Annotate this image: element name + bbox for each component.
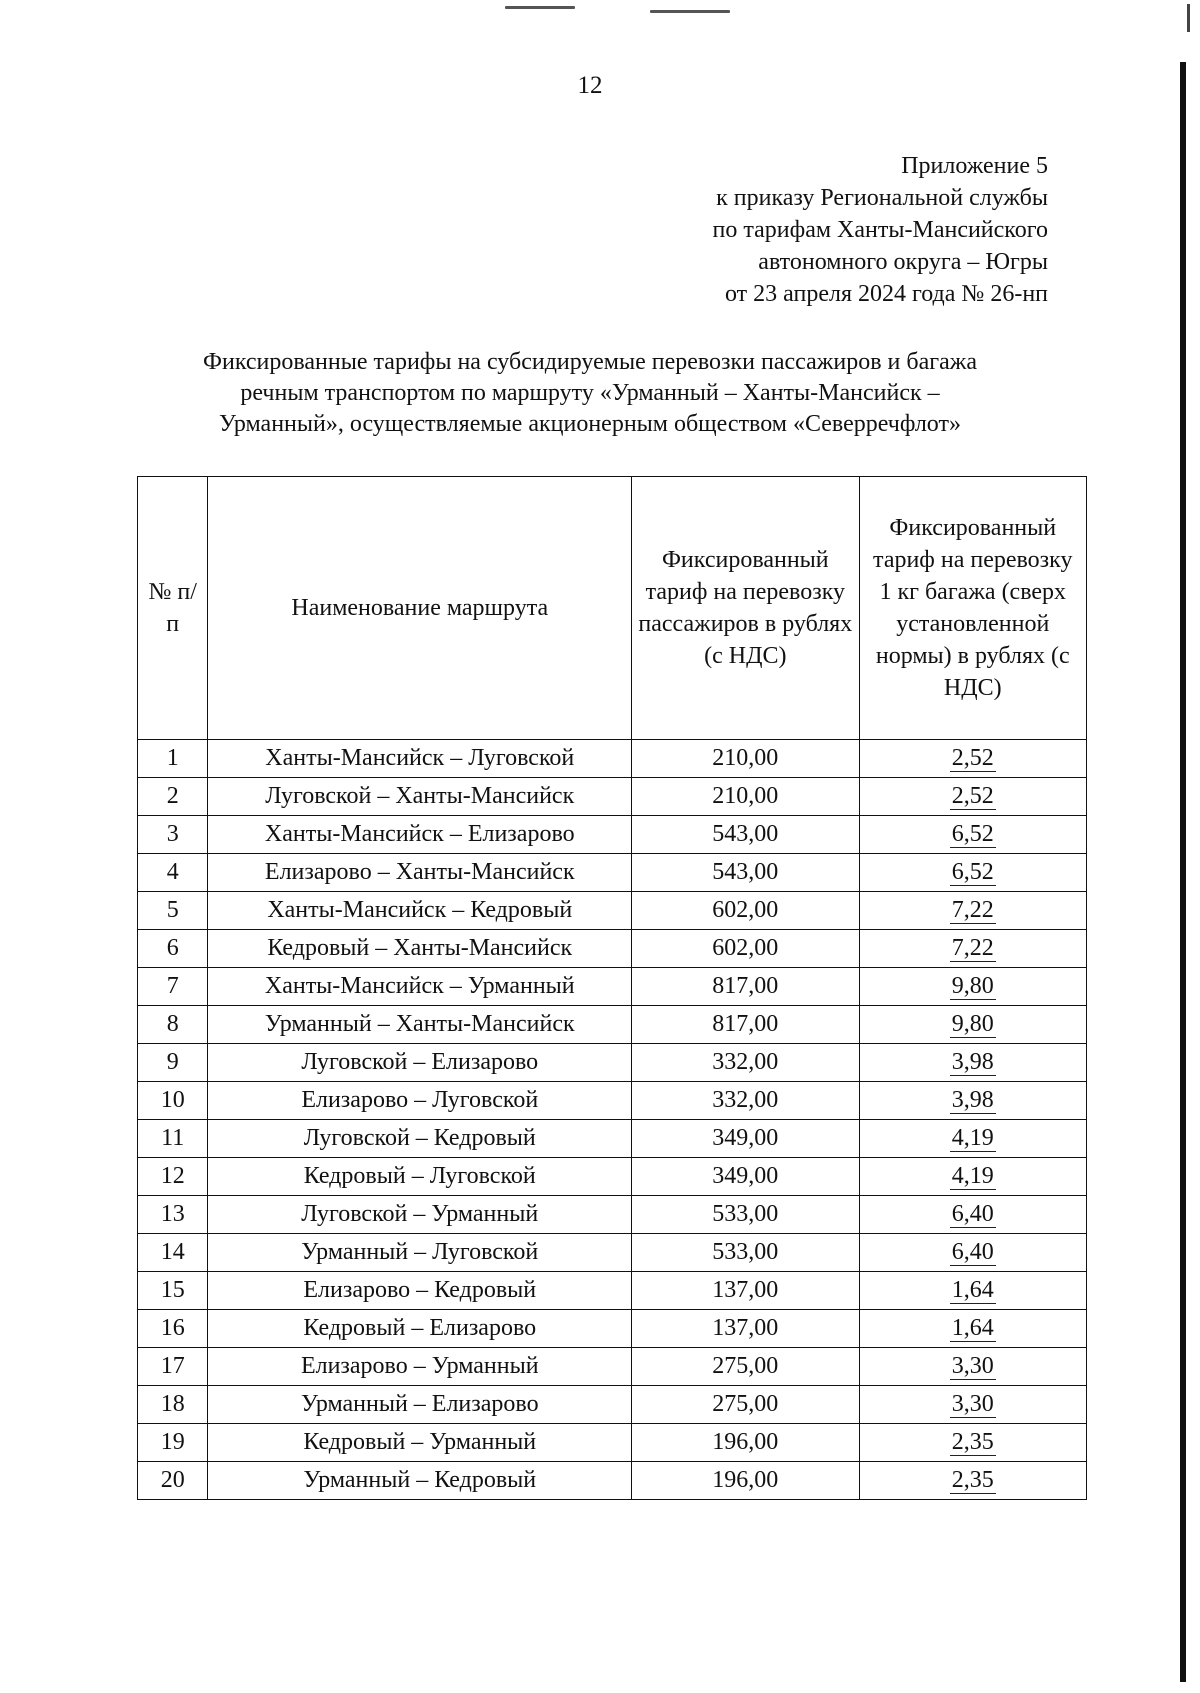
- table-row: [138, 1424, 1087, 1462]
- baggage-value: 4,19: [951, 1163, 994, 1189]
- table-row: [138, 1462, 1087, 1500]
- scan-edge: [1180, 62, 1186, 1682]
- table-row: [138, 854, 1087, 892]
- baggage-value: 6,40: [951, 1201, 994, 1227]
- cell-route: Елизарово – Кедровый: [208, 1272, 632, 1310]
- table-row: [138, 778, 1087, 816]
- header-passenger-tariff: Фиксированный тариф на перевозку пассажиров в рублях (с НДС): [632, 477, 859, 740]
- table-row: [138, 816, 1087, 854]
- baggage-value: 6,52: [951, 859, 994, 885]
- table-row: [138, 1272, 1087, 1310]
- table-row: [138, 1310, 1087, 1348]
- cell-num: 10: [138, 1082, 208, 1120]
- scan-edge-top: [1187, 4, 1190, 32]
- table-row: [138, 1348, 1087, 1386]
- cell-passenger-tariff: 137,00: [632, 1272, 859, 1310]
- cell-passenger-tariff: 533,00: [632, 1196, 859, 1234]
- cell-num: 19: [138, 1424, 208, 1462]
- baggage-value: 6,52: [951, 821, 994, 847]
- baggage-value: 1,64: [951, 1315, 994, 1341]
- scan-artifact: [505, 6, 575, 9]
- title-line: речным транспортом по маршруту «Урманный – Ханты-Мансийск –: [240, 380, 940, 406]
- table-row: [138, 740, 1087, 778]
- cell-route: Елизарово – Ханты-Мансийск: [208, 854, 632, 892]
- cell-route: Луговской – Кедровый: [208, 1120, 632, 1158]
- cell-baggage-tariff: [859, 740, 1086, 778]
- tariff-table: [137, 476, 1087, 1500]
- cell-num: 9: [138, 1044, 208, 1082]
- baggage-value: 2,35: [951, 1429, 994, 1455]
- cell-baggage-tariff: [859, 968, 1086, 1006]
- baggage-value: 3,30: [951, 1391, 994, 1417]
- cell-passenger-tariff: 349,00: [632, 1158, 859, 1196]
- cell-baggage-tariff: [859, 854, 1086, 892]
- cell-route: Урманный – Кедровый: [208, 1462, 632, 1500]
- appendix-line: автономного округа – Югры: [758, 249, 1048, 275]
- cell-route: Кедровый – Елизарово: [208, 1310, 632, 1348]
- table-row: [138, 930, 1087, 968]
- appendix-line: от 23 апреля 2024 года № 26-нп: [724, 281, 1048, 307]
- cell-route: Ханты-Мансийск – Урманный: [208, 968, 632, 1006]
- baggage-value: 7,22: [951, 935, 994, 961]
- page-number: 12: [577, 72, 603, 99]
- table-row: [138, 892, 1087, 930]
- cell-baggage-tariff: [859, 1158, 1086, 1196]
- baggage-value: 9,80: [951, 973, 994, 999]
- table-row: [138, 1386, 1087, 1424]
- cell-passenger-tariff: 210,00: [632, 778, 859, 816]
- cell-num: 12: [138, 1158, 208, 1196]
- baggage-value: 4,19: [951, 1125, 994, 1151]
- cell-baggage-tariff: [859, 930, 1086, 968]
- cell-route: Кедровый – Урманный: [208, 1424, 632, 1462]
- cell-baggage-tariff: [859, 1348, 1086, 1386]
- baggage-value: 2,52: [951, 783, 994, 809]
- cell-baggage-tariff: [859, 1234, 1086, 1272]
- cell-num: 3: [138, 816, 208, 854]
- header-num: № п/п: [138, 477, 208, 740]
- cell-route: Елизарово – Урманный: [208, 1348, 632, 1386]
- table-row: [138, 968, 1087, 1006]
- cell-passenger-tariff: 196,00: [632, 1424, 859, 1462]
- cell-baggage-tariff: [859, 778, 1086, 816]
- cell-route: Ханты-Мансийск – Елизарово: [208, 816, 632, 854]
- cell-baggage-tariff: [859, 1386, 1086, 1424]
- cell-passenger-tariff: 817,00: [632, 1006, 859, 1044]
- cell-passenger-tariff: 275,00: [632, 1348, 859, 1386]
- cell-num: 2: [138, 778, 208, 816]
- scan-artifact: [650, 10, 730, 13]
- table-body: [138, 740, 1087, 1500]
- cell-route: Луговской – Ханты-Мансийск: [208, 778, 632, 816]
- header-route: Наименование маршрута: [208, 477, 632, 740]
- cell-passenger-tariff: 137,00: [632, 1310, 859, 1348]
- cell-num: 5: [138, 892, 208, 930]
- table-row: [138, 1158, 1087, 1196]
- header-baggage-tariff: Фиксированный тариф на перевозку 1 кг багажа (сверх установленной нормы) в рублях (с НДС): [859, 477, 1086, 740]
- cell-route: Урманный – Ханты-Мансийск: [208, 1006, 632, 1044]
- title-line: Фиксированные тарифы на субсидируемые перевозки пассажиров и багажа: [203, 349, 977, 375]
- cell-num: 8: [138, 1006, 208, 1044]
- table-row: [138, 1234, 1087, 1272]
- table-row: [138, 1196, 1087, 1234]
- cell-baggage-tariff: [859, 1120, 1086, 1158]
- cell-passenger-tariff: 602,00: [632, 930, 859, 968]
- cell-num: 13: [138, 1196, 208, 1234]
- table-header-row: [138, 477, 1087, 740]
- baggage-value: 6,40: [951, 1239, 994, 1265]
- table-row: [138, 1082, 1087, 1120]
- cell-route: Луговской – Елизарово: [208, 1044, 632, 1082]
- cell-passenger-tariff: 210,00: [632, 740, 859, 778]
- baggage-value: 2,35: [951, 1467, 994, 1493]
- cell-num: 17: [138, 1348, 208, 1386]
- cell-passenger-tariff: 543,00: [632, 816, 859, 854]
- cell-passenger-tariff: 275,00: [632, 1386, 859, 1424]
- cell-num: 7: [138, 968, 208, 1006]
- table-row: [138, 1044, 1087, 1082]
- cell-num: 6: [138, 930, 208, 968]
- appendix-line: Приложение 5: [901, 153, 1048, 179]
- cell-route: Кедровый – Луговской: [208, 1158, 632, 1196]
- baggage-value: 3,98: [951, 1049, 994, 1075]
- cell-baggage-tariff: [859, 1006, 1086, 1044]
- cell-passenger-tariff: 543,00: [632, 854, 859, 892]
- baggage-value: 2,52: [951, 745, 994, 771]
- cell-baggage-tariff: [859, 816, 1086, 854]
- baggage-value: 9,80: [951, 1011, 994, 1037]
- baggage-value: 3,30: [951, 1353, 994, 1379]
- appendix-line: к приказу Региональной службы: [716, 185, 1048, 211]
- cell-num: 15: [138, 1272, 208, 1310]
- cell-passenger-tariff: 332,00: [632, 1082, 859, 1120]
- title-line: Урманный», осуществляемые акционерным обществом «Северречфлот»: [219, 411, 961, 437]
- cell-route: Урманный – Луговской: [208, 1234, 632, 1272]
- cell-num: 11: [138, 1120, 208, 1158]
- cell-passenger-tariff: 533,00: [632, 1234, 859, 1272]
- cell-num: 1: [138, 740, 208, 778]
- cell-num: 4: [138, 854, 208, 892]
- cell-passenger-tariff: 817,00: [632, 968, 859, 1006]
- appendix-header: [713, 150, 1048, 310]
- baggage-value: 1,64: [951, 1277, 994, 1303]
- cell-num: 18: [138, 1386, 208, 1424]
- cell-route: Луговской – Урманный: [208, 1196, 632, 1234]
- cell-baggage-tariff: [859, 1310, 1086, 1348]
- cell-route: Урманный – Елизарово: [208, 1386, 632, 1424]
- table-row: [138, 1120, 1087, 1158]
- cell-baggage-tariff: [859, 1082, 1086, 1120]
- document-title: [110, 347, 1070, 440]
- cell-num: 16: [138, 1310, 208, 1348]
- cell-baggage-tariff: [859, 1272, 1086, 1310]
- cell-route: Елизарово – Луговской: [208, 1082, 632, 1120]
- cell-baggage-tariff: [859, 1462, 1086, 1500]
- table-row: [138, 1006, 1087, 1044]
- cell-num: 14: [138, 1234, 208, 1272]
- cell-route: Ханты-Мансийск – Кедровый: [208, 892, 632, 930]
- baggage-value: 7,22: [951, 897, 994, 923]
- cell-passenger-tariff: 602,00: [632, 892, 859, 930]
- baggage-value: 3,98: [951, 1087, 994, 1113]
- cell-passenger-tariff: 332,00: [632, 1044, 859, 1082]
- cell-baggage-tariff: [859, 1424, 1086, 1462]
- cell-baggage-tariff: [859, 1044, 1086, 1082]
- cell-num: 20: [138, 1462, 208, 1500]
- cell-baggage-tariff: [859, 892, 1086, 930]
- appendix-line: по тарифам Ханты-Мансийского: [712, 217, 1048, 243]
- cell-route: Кедровый – Ханты-Мансийск: [208, 930, 632, 968]
- cell-route: Ханты-Мансийск – Луговской: [208, 740, 632, 778]
- cell-passenger-tariff: 349,00: [632, 1120, 859, 1158]
- cell-passenger-tariff: 196,00: [632, 1462, 859, 1500]
- cell-baggage-tariff: [859, 1196, 1086, 1234]
